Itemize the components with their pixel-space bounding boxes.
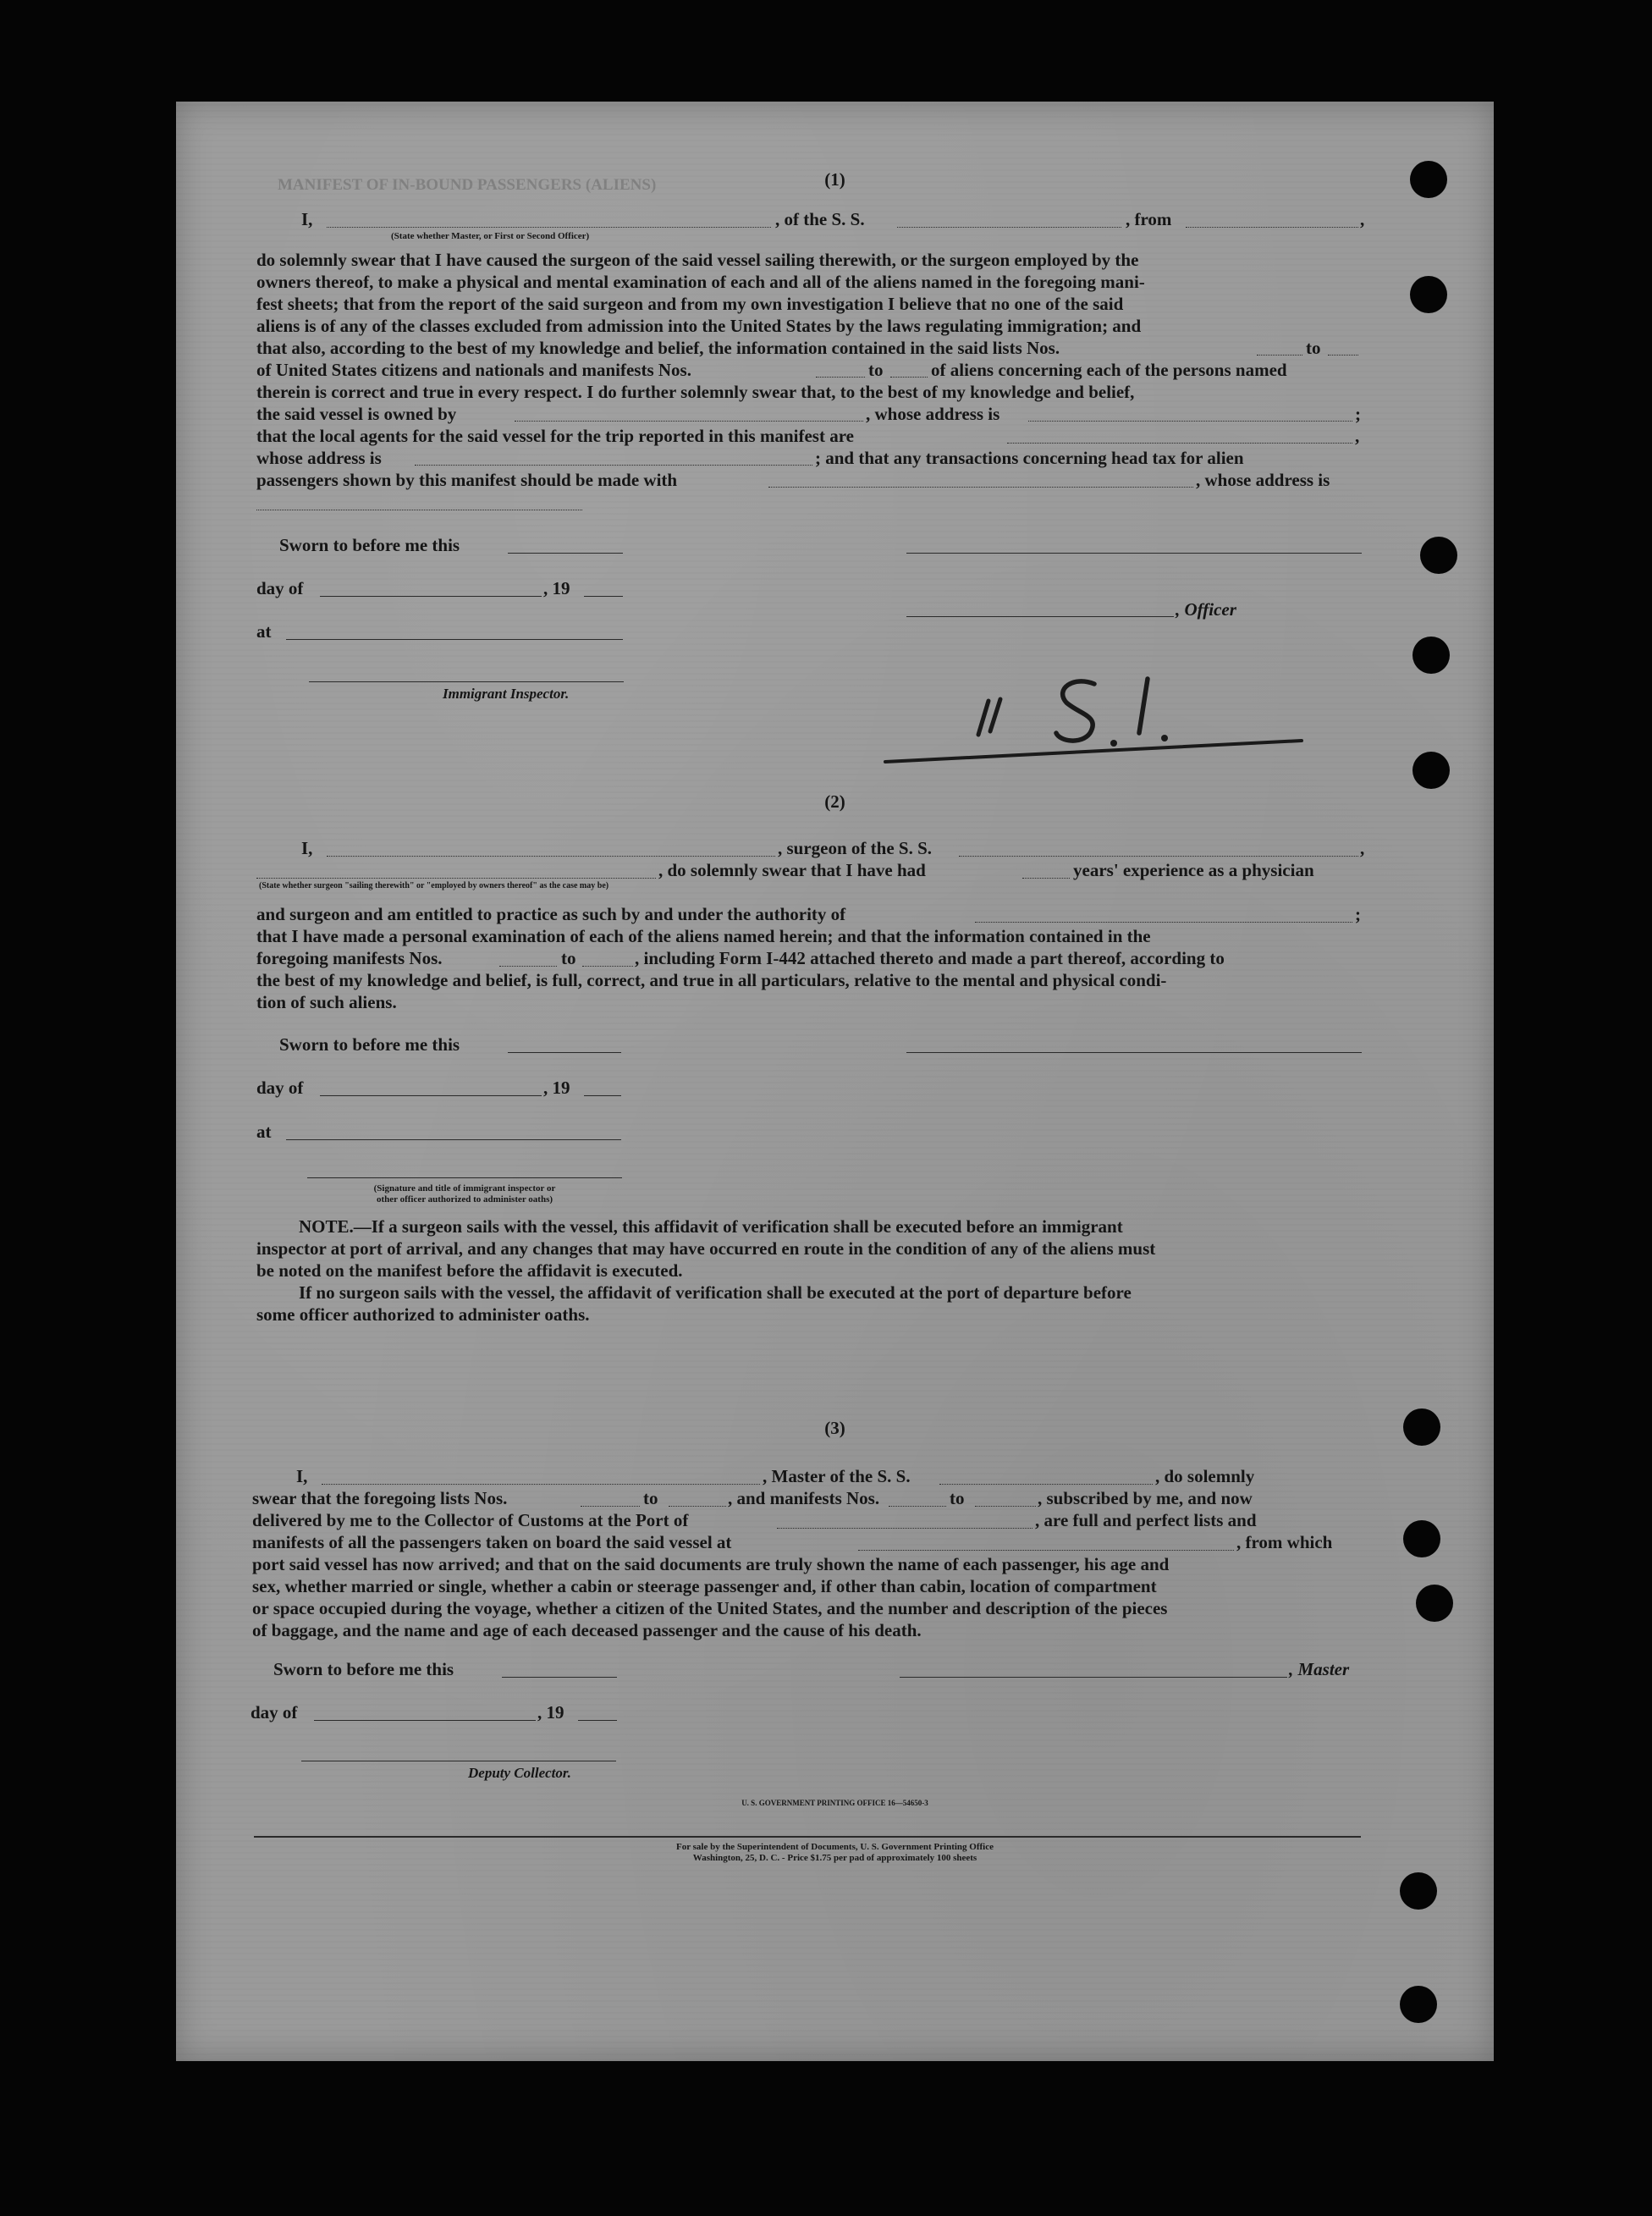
s2-authority-field[interactable] — [975, 922, 1352, 923]
punch-hole — [1420, 537, 1457, 574]
s3-manifests-all-text: manifests of all the passengers taken on board the said vessel at — [252, 1532, 732, 1552]
s2-note-line-1: NOTE.—If a surgeon sails with the vessel, this affidavit of verification shall be executed before an immigrant — [299, 1216, 1123, 1237]
s3-and-manifests-text: , and manifests Nos. — [728, 1488, 880, 1508]
s2-at-label: at — [256, 1122, 272, 1142]
s3-day-field[interactable] — [314, 1720, 536, 1721]
s1-from-label: , from — [1126, 209, 1172, 229]
s2-year-label: , 19 — [543, 1078, 570, 1098]
s3-subscribed-text: , subscribed by me, and now — [1038, 1488, 1253, 1508]
s1-officer-label: , Officer — [1176, 599, 1236, 620]
s3-sworn-label: Sworn to before me this — [273, 1659, 454, 1679]
punch-hole — [1400, 1986, 1437, 2023]
s1-para-line-7: therein is correct and true in every respect. I do further solemnly swear that, to the best of my knowledge and belief, — [256, 382, 1135, 402]
s2-note-line-4: If no surgeon sails with the vessel, the affidavit of verification shall be executed at the port of departure before — [299, 1282, 1132, 1303]
s1-of-ss-label: , of the S. S. — [775, 209, 865, 229]
s3-master-of-label: , Master of the S. S. — [763, 1466, 911, 1486]
s2-to-label: to — [561, 948, 576, 968]
s1-whose-address-label-2: , whose address is — [1196, 470, 1330, 490]
s3-port-field[interactable] — [777, 1528, 1032, 1529]
s2-best-text: the best of my knowledge and belief, is full, correct, and true in all particulars, relative to the mental and physical condi- — [256, 970, 1167, 990]
s1-from-field[interactable] — [1186, 227, 1358, 228]
s1-comma: , — [1360, 209, 1365, 229]
s2-comma: , — [1360, 838, 1365, 858]
s2-sig-note-1: (Signature and title of immigrant inspector or — [373, 1183, 556, 1193]
s1-comma-2: , — [1355, 426, 1360, 446]
s1-manifests-to-field[interactable] — [890, 377, 928, 378]
manifest-sheet — [176, 102, 1494, 2061]
s2-sworn-label: Sworn to before me this — [279, 1034, 460, 1055]
s3-swear-lists-text: swear that the foregoing lists Nos. — [252, 1488, 508, 1508]
s1-para-line-4: aliens is of any of the classes excluded from admission into the United States by the laws regulating immigration; and — [256, 316, 1142, 336]
s2-authority-text: and surgeon and am entitled to practice as such by and under the authority of — [256, 904, 846, 924]
s2-surgeon-name-field[interactable] — [327, 856, 775, 857]
s2-signature-line[interactable] — [906, 1052, 1362, 1053]
s3-master-name-field[interactable] — [322, 1484, 760, 1485]
s2-semicolon: ; — [1355, 904, 1361, 924]
s1-officer-line[interactable] — [906, 616, 1174, 617]
s1-para-line-3: fest sheets; that from the report of the said surgeon and from my own investigation I believe that no one of the said — [256, 294, 1124, 314]
s3-manifests-from-field[interactable] — [889, 1506, 946, 1507]
s1-manifests-from-field[interactable] — [816, 377, 865, 378]
s3-deputy-label: Deputy Collector. — [468, 1765, 571, 1781]
s3-to-label-2: to — [950, 1488, 965, 1508]
s1-para-line-11: passengers shown by this manifest should be made with — [256, 470, 678, 490]
s3-year-label: , 19 — [537, 1702, 564, 1723]
punch-hole — [1410, 161, 1447, 198]
s3-lists-from-field[interactable] — [581, 1506, 640, 1507]
s2-note-line-5: some officer authorized to administer oaths. — [256, 1304, 590, 1325]
s1-officer-note: (State whether Master, or First or Second Officer) — [391, 231, 590, 241]
s3-do-solemnly-text: , do solemnly — [1155, 1466, 1255, 1486]
s2-inspector-line[interactable] — [307, 1177, 622, 1178]
s2-note-line-2: inspector at port of arrival, and any changes that may have occurred en route in the condition of any of the aliens must — [256, 1238, 1156, 1259]
s1-para-line-1: do solemnly swear that I have caused the surgeon of the said vessel sailing therewith, or the surgeon employed by the — [256, 250, 1139, 270]
s1-para-line-8: the said vessel is owned by — [256, 404, 457, 424]
s1-head-tax-text: ; and that any transactions concerning head tax for alien — [815, 448, 1244, 468]
s1-sworn-label: Sworn to before me this — [279, 535, 460, 555]
s2-exam-text: that I have made a personal examination of each of the aliens named herein; and that the information contained in the — [256, 926, 1151, 946]
s1-para-line-9: that the local agents for the said vessel for the trip reported in this manifest are — [256, 426, 854, 446]
s1-para-line-10: whose address is — [256, 448, 382, 468]
section-3-number: (3) — [824, 1418, 845, 1438]
s1-to-label-2: to — [868, 360, 884, 380]
s2-surgeon-type-field[interactable] — [256, 878, 656, 879]
section-1-number: (1) — [824, 169, 845, 190]
punch-hole — [1403, 1520, 1440, 1557]
s1-sworn-field[interactable] — [508, 553, 623, 554]
s1-head-tax-field[interactable] — [768, 487, 1193, 488]
s1-year-field[interactable] — [584, 596, 623, 597]
s2-swear-text: , do solemnly swear that I have had — [658, 860, 926, 880]
section-2-number: (2) — [824, 791, 845, 812]
s1-owner-address-field[interactable] — [1028, 421, 1352, 422]
s3-body-line-3: or space occupied during the voyage, whether a citizen of the United States, and the number and description of the pieces — [252, 1598, 1168, 1618]
s1-at-label: at — [256, 621, 272, 642]
s3-full-perfect-text: , are full and perfect lists and — [1035, 1510, 1257, 1530]
bleed-through-text: MANIFEST OF IN-BOUND PASSENGERS (ALIENS) — [278, 176, 657, 194]
s2-ship-field[interactable] — [959, 856, 1358, 857]
s2-tion-text: tion of such aliens. — [256, 992, 397, 1012]
s1-semicolon: ; — [1355, 404, 1361, 424]
footer-rule — [254, 1836, 1361, 1838]
punch-hole — [1403, 1408, 1440, 1446]
s2-day-of-label: day of — [256, 1078, 304, 1098]
s3-sworn-field[interactable] — [502, 1677, 617, 1678]
s3-from-which-text: , from which — [1236, 1532, 1333, 1552]
s2-form-text: , including Form I-442 attached thereto and made a part thereof, according to — [635, 948, 1225, 968]
s1-day-of-label: day of — [256, 578, 304, 598]
s1-day-field[interactable] — [320, 596, 542, 597]
s1-officer-field[interactable] — [327, 227, 771, 228]
s3-delivered-text: delivered by me to the Collector of Customs at the Port of — [252, 1510, 689, 1530]
s2-day-field[interactable] — [320, 1095, 542, 1096]
s2-i-label: I, — [301, 838, 313, 858]
s1-inspector-line[interactable] — [309, 681, 624, 682]
s3-manifests-to-field[interactable] — [975, 1506, 1036, 1507]
s1-of-aliens-text: of aliens concerning each of the persons named — [931, 360, 1287, 380]
s3-lists-to-field[interactable] — [669, 1506, 726, 1507]
s2-surgeon-of-label: , surgeon of the S. S. — [778, 838, 933, 858]
s3-day-of-label: day of — [251, 1702, 298, 1723]
s2-at-field[interactable] — [286, 1139, 621, 1140]
handwritten-annotation — [785, 660, 1327, 779]
s2-years-text: years' experience as a physician — [1073, 860, 1314, 880]
s1-whose-address-label: , whose address is — [866, 404, 1000, 424]
punch-hole — [1410, 276, 1447, 313]
s2-surgeon-note: (State whether surgeon "sailing therewith" or "employed by owners thereof" as the case may be) — [259, 881, 609, 890]
s1-owner-field[interactable] — [515, 421, 863, 422]
s1-para-line-2: owners thereof, to make a physical and mental examination of each and all of the aliens named in the foregoing mani- — [256, 272, 1145, 292]
s1-signature-line[interactable] — [906, 553, 1362, 554]
s1-ship-field[interactable] — [897, 227, 1121, 228]
s1-agents-field[interactable] — [1007, 443, 1352, 444]
footer-sale-2: Washington, 25, D. C. - Price $1.75 per pad of approximately 100 sheets — [692, 1853, 977, 1863]
s2-year-field[interactable] — [584, 1095, 621, 1096]
s1-para-line-6: of United States citizens and nationals and manifests Nos. — [256, 360, 691, 380]
s1-agents-address-field[interactable] — [415, 465, 812, 466]
s3-master-label: , Master — [1289, 1659, 1350, 1679]
s1-i-label: I, — [301, 209, 313, 229]
s2-sig-note-2: other officer authorized to administer oaths) — [376, 1194, 553, 1204]
punch-hole — [1400, 1872, 1437, 1910]
s1-lists-to-field[interactable] — [1328, 355, 1358, 356]
s3-body-line-1: port said vessel has now arrived; and that on the said documents are truly shown the name of each passenger, his age and — [252, 1554, 1170, 1574]
s3-body-line-2: sex, whether married or single, whether a cabin or steerage passenger and, if other than cabin, location of compartment — [252, 1576, 1157, 1596]
footer-gpo: U. S. GOVERNMENT PRINTING OFFICE 16—54650-3 — [741, 1799, 928, 1807]
s1-inspector-label: Immigrant Inspector. — [443, 686, 570, 702]
s1-at-field[interactable] — [286, 639, 623, 640]
s3-port-taken-field[interactable] — [858, 1550, 1234, 1551]
s2-note-line-3: be noted on the manifest before the affidavit is executed. — [256, 1260, 683, 1281]
s1-to-label-1: to — [1306, 338, 1321, 358]
footer-sale-1: For sale by the Superintendent of Documents, U. S. Government Printing Office — [676, 1842, 994, 1852]
s3-ship-field[interactable] — [939, 1484, 1153, 1485]
s2-years-field[interactable] — [1022, 878, 1070, 879]
punch-hole — [1416, 1585, 1453, 1622]
s3-master-signature-line[interactable] — [900, 1677, 1287, 1678]
s3-i-label: I, — [296, 1466, 308, 1486]
punch-hole — [1412, 752, 1450, 789]
s1-year-label: , 19 — [543, 578, 570, 598]
s3-year-field[interactable] — [578, 1720, 617, 1721]
s2-manifests-to-field[interactable] — [582, 966, 633, 967]
s2-manifests-text: foregoing manifests Nos. — [256, 948, 443, 968]
s1-para-line-5: that also, according to the best of my knowledge and belief, the information contained in the said lists Nos. — [256, 338, 1060, 358]
s2-sworn-field[interactable] — [508, 1052, 621, 1053]
s3-to-label-1: to — [643, 1488, 658, 1508]
s1-lists-from-field[interactable] — [1257, 355, 1302, 356]
s2-manifests-from-field[interactable] — [499, 966, 557, 967]
s3-body-line-4: of baggage, and the name and age of each deceased passenger and the cause of his death. — [252, 1620, 922, 1640]
punch-hole — [1412, 637, 1450, 674]
